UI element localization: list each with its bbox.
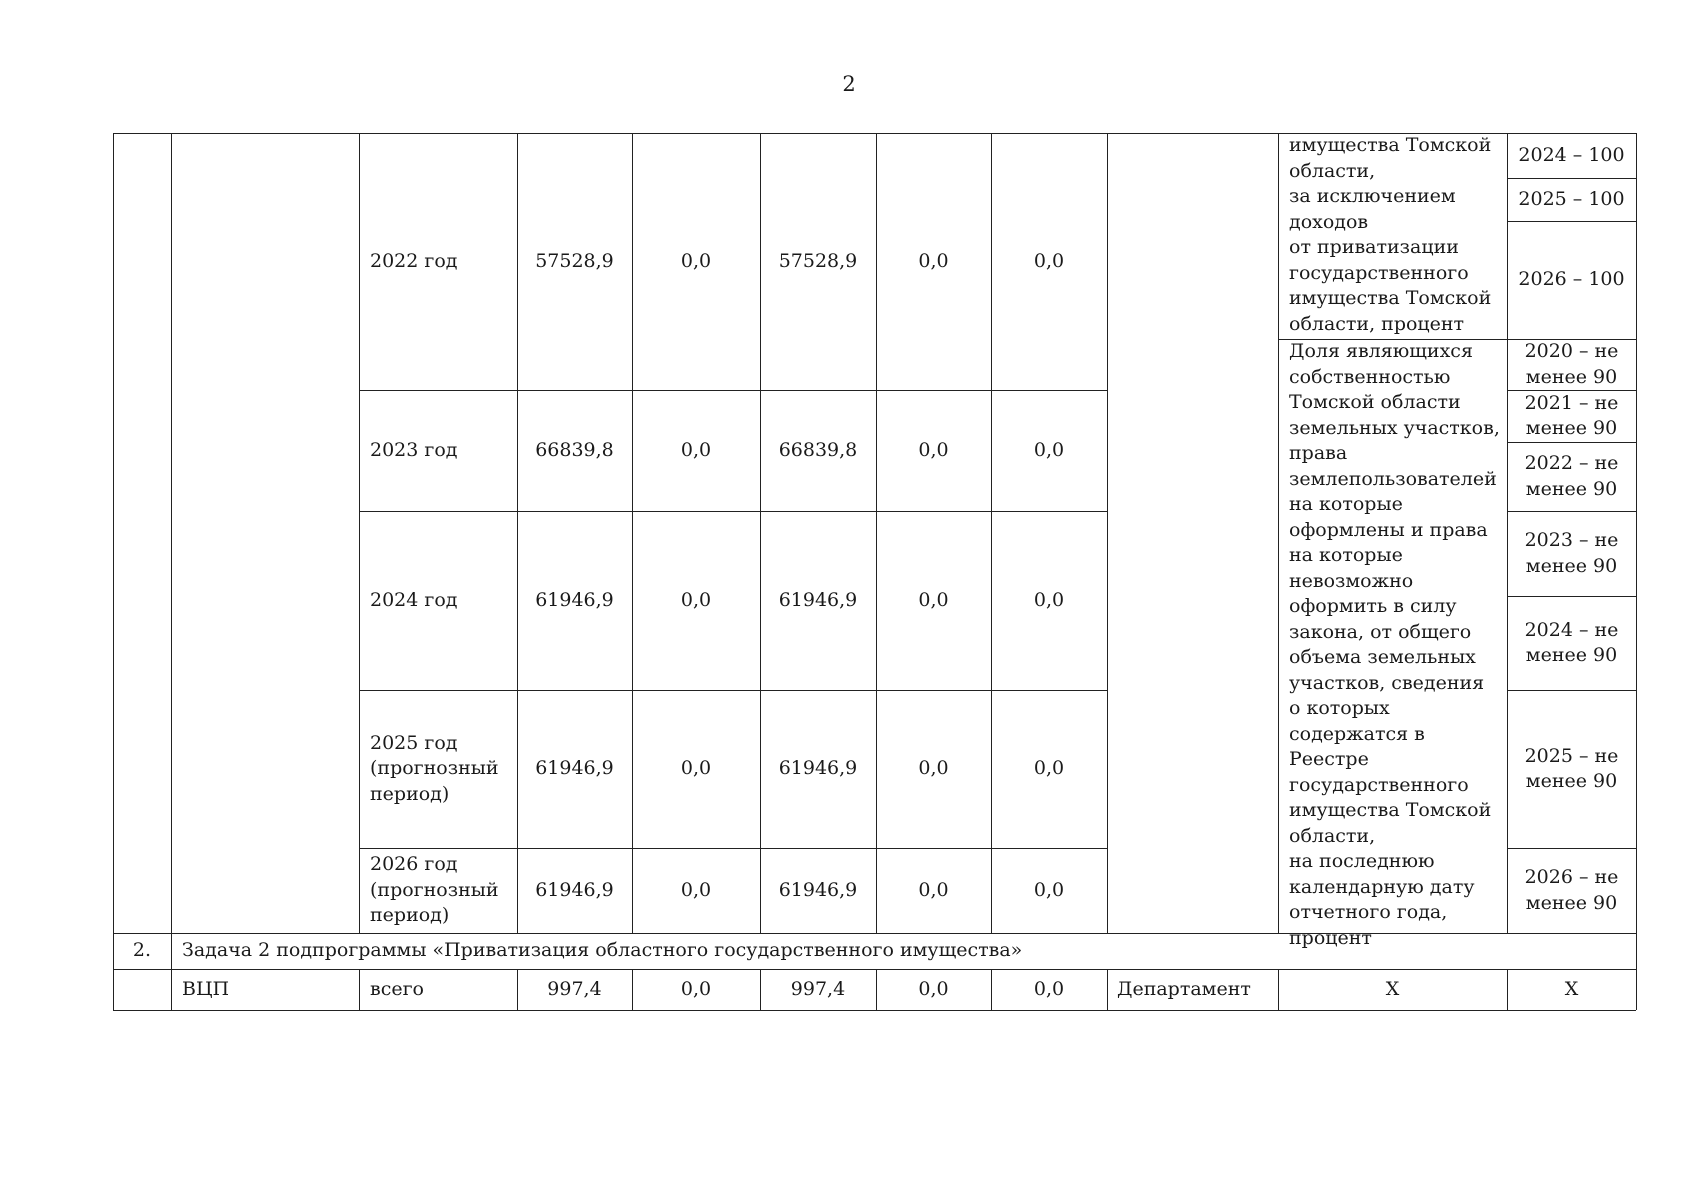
indicator-line: процент — [1289, 926, 1372, 949]
indicator-line: области, — [1289, 824, 1376, 847]
indicator-line: собственностью — [1289, 365, 1451, 388]
page-number: 2 — [842, 72, 856, 96]
target-value-cell: Х — [1564, 977, 1579, 1000]
program-name-cell: ВЦП — [182, 977, 230, 1000]
indicator-line: имущества Томской — [1289, 134, 1492, 156]
total-cell: 61946,9 — [535, 878, 614, 901]
local-budget-cell: 0,0 — [918, 249, 949, 272]
indicator-line: Доля являющихся — [1289, 340, 1473, 362]
indicator-line: невозможно — [1289, 569, 1414, 592]
indicator-line: на которые — [1289, 544, 1403, 566]
local-budget-cell: 0,0 — [918, 878, 949, 901]
indicator-line: оформлены и права — [1289, 518, 1488, 541]
indicator-line: за исключением — [1289, 185, 1456, 207]
task-title: Задача 2 подпрограммы «Приватизация областного государственного имущества» — [182, 939, 1023, 962]
column-divider — [1107, 969, 1108, 1010]
column-divider — [359, 133, 360, 933]
total-cell: 57528,9 — [535, 249, 614, 272]
indicator-line: государственного — [1289, 773, 1469, 796]
regional-budget-cell: 61946,9 — [778, 878, 858, 901]
indicator-line: области, процент — [1289, 312, 1465, 335]
indicator-line: землепользователей — [1289, 467, 1497, 490]
indicator-line: содержатся в Реестре — [1289, 722, 1425, 770]
extrabudget-cell: 0,0 — [1033, 757, 1065, 780]
indicator-line: отчетного года, — [1289, 901, 1448, 923]
indicator-line: на которые — [1289, 493, 1403, 515]
indicator-line: государственного — [1289, 261, 1469, 284]
extrabudget-cell: 0,0 — [1033, 438, 1065, 461]
year-cell: 2025 год (прогнозный период) — [370, 731, 499, 805]
indicator-line: о которых — [1289, 697, 1390, 719]
indicator-line: земельных участков, — [1289, 416, 1500, 439]
regional-budget-cell: 997,4 — [790, 977, 846, 1000]
indicator-line: имущества Томской — [1289, 287, 1492, 309]
federal-budget-cell: 0,0 — [680, 878, 712, 901]
total-cell: 66839,8 — [535, 438, 614, 461]
indicator-line: Томской области — [1289, 391, 1461, 413]
table-border-bottom — [113, 1010, 1636, 1011]
target-value-cell: 2026 – не менее 90 — [1524, 866, 1619, 914]
total-cell: 997,4 — [547, 977, 602, 1000]
regional-budget-cell: 66839,8 — [778, 438, 858, 461]
regional-budget-cell: 61946,9 — [778, 588, 858, 611]
indicator-line: закона, от общего — [1289, 620, 1472, 643]
indicator-text — [1289, 339, 1503, 951]
target-value-cell: 2021 – не менее 90 — [1524, 391, 1619, 439]
federal-budget-cell: 0,0 — [680, 757, 712, 780]
year-cell: 2026 год (прогнозный период) — [370, 853, 499, 927]
local-budget-cell: 0,0 — [918, 438, 949, 461]
indicator-cell: Х — [1385, 977, 1400, 1000]
indicator-line: права — [1289, 442, 1348, 464]
target-value-cell: 2025 – не менее 90 — [1524, 744, 1619, 792]
indicator-line: объема земельных — [1289, 646, 1476, 668]
indicator-line: области, — [1289, 159, 1376, 182]
extrabudget-cell: 0,0 — [1033, 249, 1065, 272]
executor-cell: Департамент — [1117, 977, 1251, 1000]
regional-budget-cell: 57528,9 — [778, 249, 858, 272]
indicator-line: от приватизации — [1289, 236, 1459, 258]
target-value-cell: 2026 – 100 — [1518, 268, 1625, 291]
year-cell: 2023 год — [370, 438, 458, 461]
target-value-cell: 2025 – 100 — [1518, 187, 1625, 210]
target-value-cell: 2024 – 100 — [1518, 143, 1625, 166]
federal-budget-cell: 0,0 — [680, 977, 712, 1000]
local-budget-cell: 0,0 — [918, 977, 949, 1000]
target-value-cell: 2022 – не менее 90 — [1524, 452, 1619, 500]
indicator-line: участков, сведения — [1289, 671, 1485, 694]
column-divider — [1107, 133, 1108, 933]
table-border-right — [1636, 133, 1637, 1010]
indicator-line: оформить в силу — [1289, 595, 1457, 617]
column-divider — [171, 133, 172, 1010]
indicator-line: на последнюю — [1289, 850, 1435, 872]
column-divider — [1278, 133, 1279, 933]
indicator-line: доходов — [1289, 210, 1369, 233]
federal-budget-cell: 0,0 — [680, 588, 712, 611]
extrabudget-cell: 0,0 — [1033, 878, 1065, 901]
year-cell: 2024 год — [370, 588, 458, 611]
total-cell: 61946,9 — [535, 757, 614, 780]
period-cell: всего — [370, 977, 424, 1000]
indicator-line: имущества Томской — [1289, 799, 1492, 821]
target-value-cell: 2024 – не менее 90 — [1524, 618, 1619, 666]
total-cell: 61946,9 — [535, 588, 614, 611]
target-value-cell: 2020 – не менее 90 — [1524, 340, 1619, 388]
local-budget-cell: 0,0 — [918, 757, 949, 780]
extrabudget-cell: 0,0 — [1033, 977, 1065, 1000]
federal-budget-cell: 0,0 — [680, 249, 712, 272]
regional-budget-cell: 61946,9 — [778, 757, 858, 780]
extrabudget-cell: 0,0 — [1033, 588, 1065, 611]
year-cell: 2022 год — [370, 249, 458, 272]
task-number: 2. — [132, 939, 152, 962]
indicator-line: календарную дату — [1289, 875, 1475, 898]
target-value-cell: 2023 – не менее 90 — [1524, 529, 1619, 577]
indicator-text — [1289, 133, 1503, 337]
column-divider — [359, 969, 360, 1010]
local-budget-cell: 0,0 — [918, 588, 949, 611]
federal-budget-cell: 0,0 — [680, 438, 712, 461]
table-border-left — [113, 133, 114, 1010]
